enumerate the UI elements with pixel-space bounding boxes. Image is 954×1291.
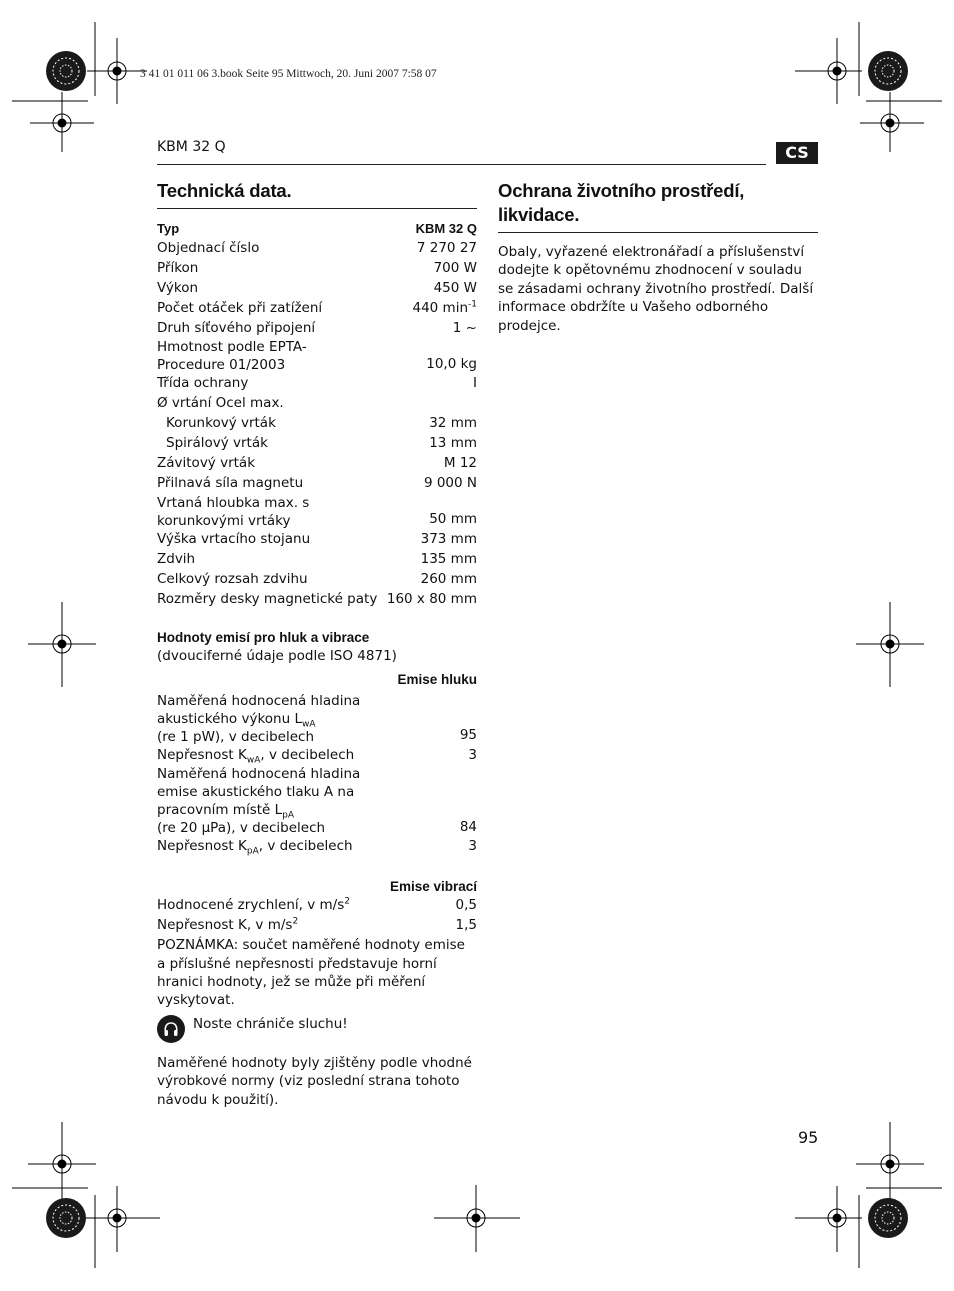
model-header: KBM 32 Q (157, 139, 226, 155)
kpa-row (157, 837, 477, 857)
spec-label-line: korunkovými vrtáky (157, 512, 291, 529)
spec-row (157, 374, 477, 394)
environment-column (498, 179, 818, 335)
language-badge: CS (776, 142, 818, 164)
emissions-title: Hodnoty emisí pro hluk a vibrace (157, 629, 370, 645)
spec-row (157, 550, 477, 570)
kwa-sub: wA (246, 755, 261, 766)
acceleration-sup: 2 (344, 896, 350, 907)
spec-label: Rozměry desky magnetické paty (157, 590, 378, 607)
spec-label: Druh síťového připojení (157, 319, 316, 336)
spec-value: 10,0 kg (426, 355, 477, 372)
crosshair-top-right (795, 22, 942, 152)
spec-label-line: Vrtaná hloubka max. s (157, 494, 310, 511)
spec-row (157, 338, 477, 374)
emissions-subtitle: (dvouciferné údaje podle ISO 4871) (157, 647, 397, 664)
environment-text: Obaly, vyřazené elektronářadí a příslušenství dodejte k opětovnému zhodnocení v souladu se zásadami ochrany životního prostředí. Další informace obdržíte u Vašeho odborného prodejce. (498, 244, 814, 334)
spec-value: 160 x 80 mm (386, 590, 477, 607)
spec-value: 700 W (433, 259, 477, 276)
kpa-value: 3 (468, 838, 477, 855)
spec-value: 373 mm (420, 530, 477, 547)
lpa-label (157, 765, 460, 837)
spec-value: 50 mm (429, 510, 477, 527)
spec-label: Korunkový vrták (166, 415, 276, 432)
spec-label: Spirálový vrták (166, 435, 268, 452)
crosshair-bottom-center (434, 1185, 520, 1252)
emission-note: POZNÁMKA: součet naměřené hodnoty emise a příslušné nepřesnosti představuje horní hranici hodnoty, jež se může při měření vyskytovat. (157, 937, 465, 1009)
environment-title-line: Ochrana životního prostředí, (498, 180, 745, 201)
spec-label: Třída ochrany (157, 375, 249, 392)
spec-value: 260 mm (420, 570, 477, 587)
book-info-line: 3 41 01 011 06 3.book Seite 95 Mittwoch, 20. Juni 2007 7:58 07 (140, 68, 437, 80)
spec-row (157, 494, 477, 530)
technical-data-title: Technická data. (157, 180, 292, 201)
environment-title-rule (498, 232, 818, 233)
spec-row (157, 299, 477, 319)
crosshair-mid-right (856, 602, 924, 687)
spec-row (157, 454, 477, 474)
spec-label: Závitový vrták (157, 455, 256, 472)
lwa-row (157, 692, 477, 746)
spec-label: Objednací číslo (157, 239, 260, 256)
spec-label: Počet otáček při zatížení (157, 299, 323, 316)
spec-label: Příkon (157, 259, 199, 276)
kwa-pre: Nepřesnost K (157, 746, 247, 763)
spec-label: Zdvih (157, 550, 196, 567)
lpa-line: Naměřená hodnocená hladina (157, 766, 361, 783)
spec-table (157, 219, 477, 610)
noise-values (157, 692, 477, 858)
spec-value: I (473, 375, 477, 392)
spec-value: 135 mm (420, 550, 477, 567)
spec-value: 32 mm (429, 415, 477, 432)
acceleration-row (157, 896, 477, 916)
lwa-line: (re 1 pW), v decibelech (157, 728, 315, 745)
spec-row (157, 259, 477, 279)
spec-head-row (157, 219, 477, 239)
spec-label: Výška vrtacího stojanu (157, 530, 311, 547)
spec-value: 7 270 27 (416, 239, 477, 256)
spec-value: 13 mm (429, 435, 477, 452)
spec-label (157, 338, 426, 374)
crosshair-mid-left (28, 602, 96, 687)
spec-row (157, 394, 477, 414)
spec-row (157, 279, 477, 299)
spec-label: Přilnavá síla magnetu (157, 474, 304, 491)
spec-row (157, 414, 477, 434)
vibration-k-text: Nepřesnost K, v m/s (157, 917, 293, 934)
starburst-bottom-right (868, 1198, 908, 1238)
acceleration-label (157, 896, 456, 916)
lpa-line: emise akustického tlaku A na (157, 784, 355, 801)
kpa-pre: Nepřesnost K (157, 838, 247, 855)
spec-row (157, 530, 477, 550)
spec-label: Celkový rozsah zdvihu (157, 570, 308, 587)
spec-row (157, 570, 477, 590)
spec-row (157, 590, 477, 610)
kpa-sub: pA (246, 847, 259, 858)
lwa-sub: wA (301, 719, 316, 730)
spec-value: M 12 (443, 455, 477, 472)
starburst-top-left (46, 51, 86, 91)
lpa-value: 84 (459, 818, 477, 835)
spec-row (157, 239, 477, 259)
vibration-k-label (157, 916, 456, 936)
spec-label (157, 494, 429, 530)
spec-value: 1 ~ (452, 319, 477, 336)
kpa-post: , v decibelech (258, 838, 353, 855)
vibration-k-sup: 2 (292, 916, 299, 927)
lpa-row (157, 765, 477, 837)
spec-row (157, 319, 477, 339)
title-rule (157, 208, 477, 209)
acceleration-text: Hodnocené zrychlení, v m/s (157, 897, 345, 914)
spec-value (412, 299, 477, 319)
spec-value-sup: -1 (468, 299, 477, 310)
spec-head-label: Typ (157, 221, 180, 236)
measured-values-note: Naměřené hodnoty byly zjištěny podle vhodné výrobkové normy (viz poslední strana tohoto návodu k použití). (157, 1054, 472, 1108)
vibration-k-row (157, 916, 477, 936)
acceleration-value: 0,5 (455, 897, 477, 914)
environment-title-line: likvidace. (498, 204, 580, 225)
lpa-line: pracovním místě L (157, 802, 283, 819)
spec-row (157, 434, 477, 454)
hearing-protection-text: Noste chrániče sluchu! (193, 1015, 348, 1032)
lpa-line: (re 20 µPa), v decibelech (157, 820, 326, 837)
lwa-value: 95 (459, 726, 477, 743)
spec-label: Výkon (157, 279, 199, 296)
kwa-row (157, 746, 477, 766)
ear-protection-icon (157, 1015, 185, 1043)
lwa-line: Naměřená hodnocená hladina (157, 692, 361, 709)
kwa-label (157, 746, 468, 766)
page-number: 95 (798, 1128, 819, 1147)
noise-emission-head: Emise hluku (397, 671, 477, 687)
starburst-bottom-left (46, 1198, 86, 1238)
vibration-k-value: 1,5 (455, 917, 477, 934)
vibration-emission-head: Emise vibrací (389, 879, 477, 895)
header-rule (157, 164, 766, 165)
lpa-sub: pA (282, 811, 295, 822)
kpa-label (157, 837, 468, 857)
spec-value-text: 440 min (412, 299, 469, 316)
hearing-protection (157, 1015, 477, 1043)
spec-label-line: Procedure 01/2003 (157, 357, 286, 374)
spec-row (157, 474, 477, 494)
crosshair-top-left (12, 22, 147, 152)
crosshair-bottom-left (12, 1122, 160, 1268)
spec-value: 450 W (433, 279, 477, 296)
starburst-top-right (868, 51, 908, 91)
spec-label-line: Hmotnost podle EPTA- (157, 339, 307, 356)
lwa-line: akustického výkonu L (157, 710, 302, 727)
spec-value: 9 000 N (423, 474, 477, 491)
technical-data-column (157, 179, 477, 1109)
environment-title (498, 179, 818, 227)
spec-head-value: KBM 32 Q (415, 221, 477, 236)
spec-label: Ø vrtání Ocel max. (157, 395, 284, 412)
lwa-label (157, 692, 460, 746)
kwa-value: 3 (468, 746, 477, 763)
kwa-post: , v decibelech (260, 746, 355, 763)
